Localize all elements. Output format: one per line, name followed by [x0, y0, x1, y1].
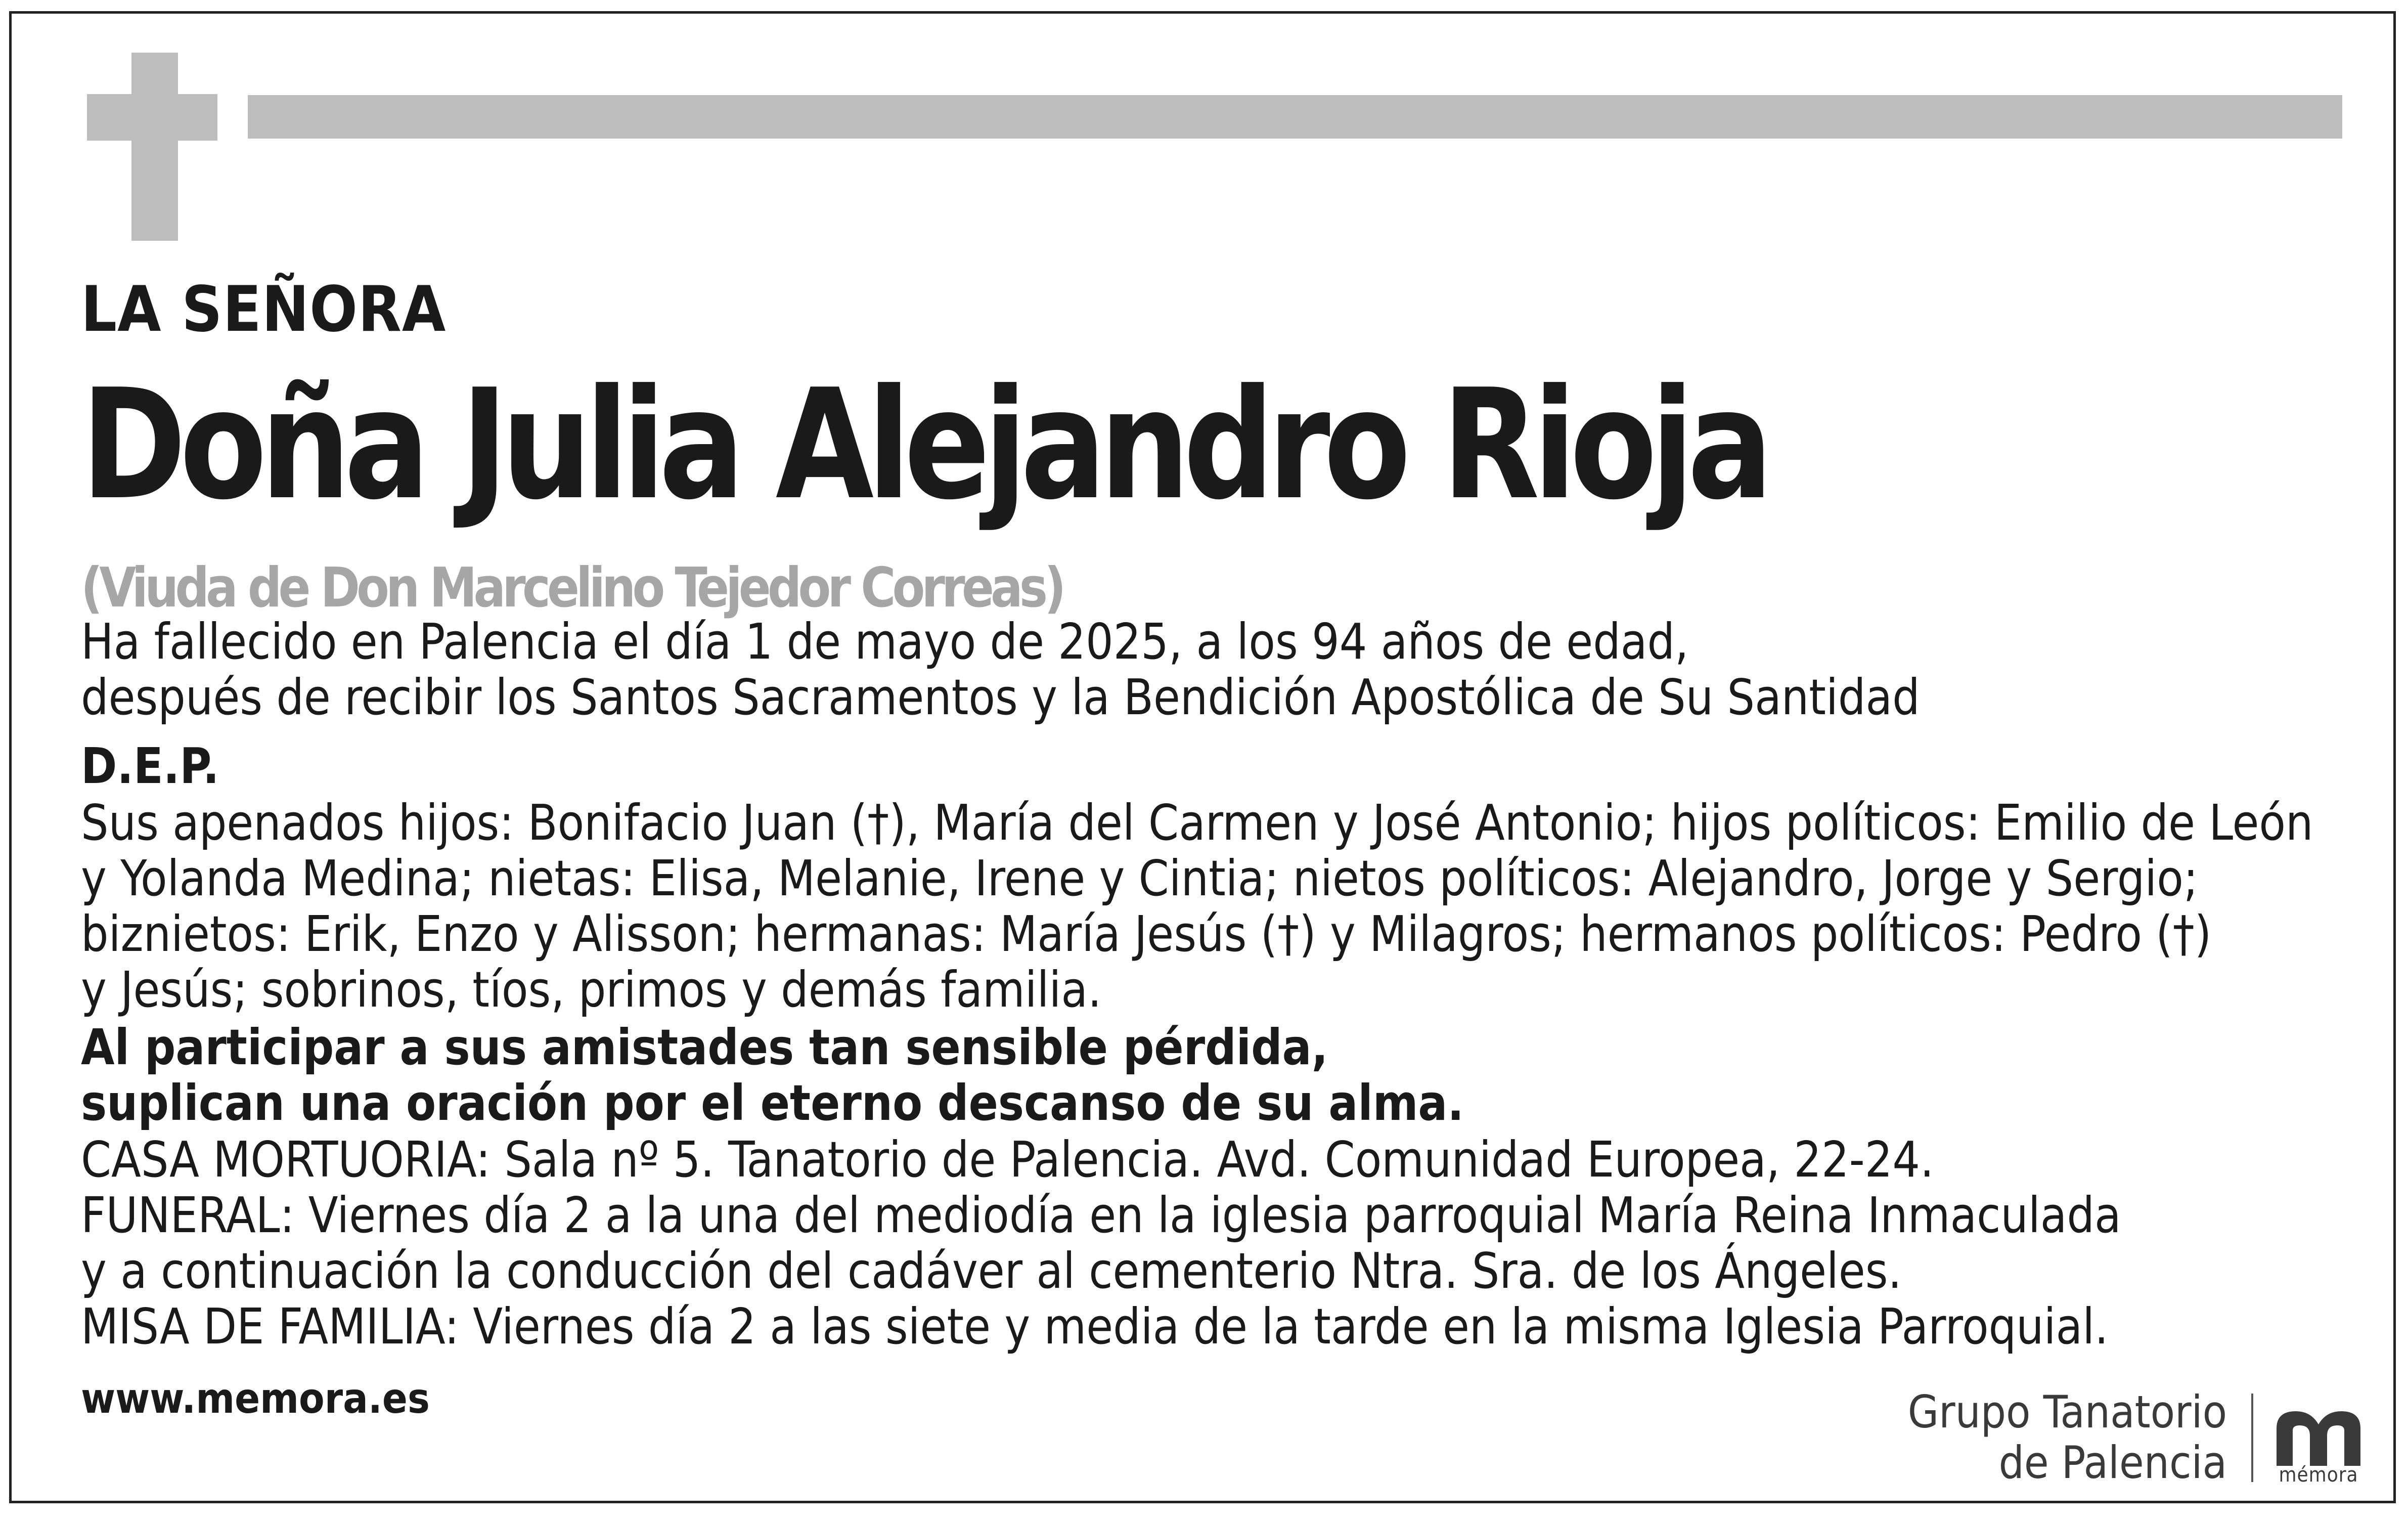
death-notice-line: Ha fallecido en Palencia el día 1 de mayo de 2025, a los 94 años de edad, — [81, 613, 1689, 670]
detail-line: MISA DE FAMILIA: Viernes día 2 a las siete y media de la tarde en la misma Iglesia Parroquial. — [81, 1298, 2109, 1355]
logo-wordmark: mémora — [2279, 1463, 2358, 1487]
deceased-title: LA SEÑORA — [81, 273, 447, 346]
detail-line: y a continuación la conducción del cadáver al cementerio Ntra. Sra. de los Ángeles. — [81, 1242, 1902, 1299]
deceased-name: Doña Julia Alejandro Rioja — [81, 357, 1767, 533]
cross-icon — [131, 53, 178, 241]
request-line: Al participar a sus amistades tan sensible pérdida, — [81, 1019, 1328, 1076]
cross-icon-arm — [87, 94, 217, 141]
funeral-group-city: de Palencia — [1998, 1437, 2227, 1489]
detail-line: FUNERAL: Viernes día 2 a la una del mediodía en la iglesia parroquial María Reina Inmaculada — [81, 1187, 2121, 1244]
widow-note: (Viuda de Don Marcelino Tejedor Correas) — [81, 556, 1063, 620]
family-line: y Jesús; sobrinos, tíos, primos y demás familia. — [81, 961, 1102, 1018]
detail-line: CASA MORTUORIA: Sala nº 5. Tanatorio de Palencia. Avd. Comunidad Europea, 22-24. — [81, 1131, 1934, 1188]
family-line: y Yolanda Medina; nietas: Elisa, Melanie, Irene y Cintia; nietos políticos: Alejandro, Jorge y Sergio; — [81, 850, 2198, 907]
family-line: biznietos: Erik, Enzo y Alisson; hermanas: María Jesús (†) y Milagros; hermanos políticos: Pedro (†) — [81, 905, 2212, 963]
header-rule — [248, 95, 2342, 139]
memora-logo-icon — [2270, 1406, 2367, 1467]
request-line: suplican una oración por el eterno descanso de su alma. — [81, 1074, 1464, 1132]
funeral-group-name: Grupo Tanatorio — [1907, 1386, 2227, 1438]
dep-label: D.E.P. — [81, 737, 219, 795]
family-line: Sus apenados hijos: Bonifacio Juan (†), María del Carmen y José Antonio; hijos políticos: Emilio de León — [81, 794, 2313, 851]
website-link[interactable]: www.memora.es — [81, 1375, 430, 1423]
logo-divider — [2251, 1394, 2253, 1482]
death-notice-line: después de recibir los Santos Sacramentos y la Bendición Apostólica de Su Santidad — [81, 669, 1920, 726]
